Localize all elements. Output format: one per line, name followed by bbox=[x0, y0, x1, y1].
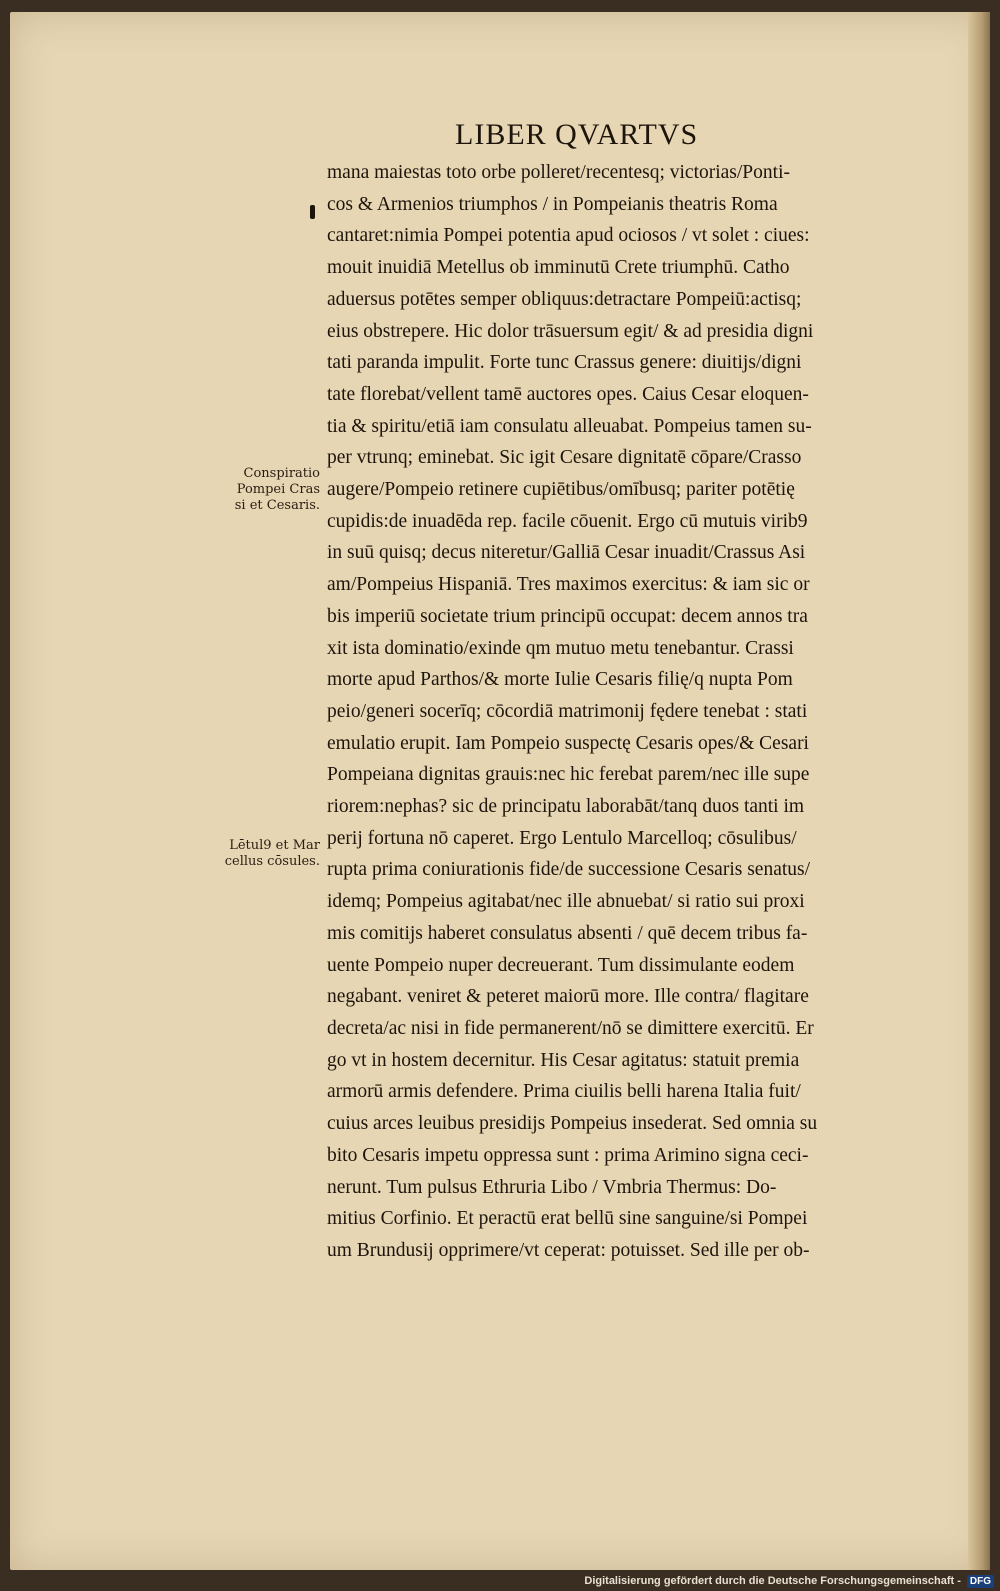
text-line: am/Pompeius Hispaniā. Tres maximos exercitus: & iam sic or bbox=[327, 574, 810, 596]
text-line: armorū armis defendere. Prima ciuilis belli harena Italia fuit/ bbox=[327, 1081, 801, 1103]
text-line: nerunt. Tum pulsus Ethruria Libo / Vmbria Thermus: Do- bbox=[327, 1176, 777, 1198]
footer-credit: Digitalisierung gefördert durch die Deutsche Forschungsgemeinschaft - bbox=[584, 1575, 961, 1587]
text-line: cantaret:nimia Pompei potentia apud ociosos / vt solet : ciues: bbox=[327, 225, 810, 247]
text-line: cuius arces leuibus presidijs Pompeius insederat. Sed omnia su bbox=[327, 1113, 818, 1135]
text-line: per vtrunq; eminebat. Sic igit Cesare dignitatē cōpare/Crasso bbox=[327, 447, 802, 469]
body-text bbox=[327, 157, 887, 1267]
text-line: perij fortuna nō caperet. Ergo Lentulo Marcelloq; cōsulibus/ bbox=[327, 827, 797, 849]
text-line: peio/generi socerīq; cōcordiā matrimonij fędere tenebat : stati bbox=[327, 700, 808, 722]
text-line: emulatio erupit. Iam Pompeio suspectę Cesaris opes/& Cesari bbox=[327, 732, 809, 754]
text-line: go vt in hostem decernitur. His Cesar agitatus: statuit premia bbox=[327, 1049, 800, 1071]
text-line: aduersus potētes semper obliquus:detractare Pompeiū:actisq; bbox=[327, 288, 802, 310]
text-line: mana maiestas toto orbe polleret/recentesq; victorias/Ponti- bbox=[327, 162, 790, 183]
text-line: augere/Pompeio retinere cupiētibus/omībusq; pariter potētię bbox=[327, 479, 795, 501]
text-line: Pompeiana dignitas grauis:nec hic ferebat parem/nec ille supe bbox=[327, 764, 810, 786]
text-line: morte apud Parthos/& morte Iulie Cesaris filię/q nupta Pom bbox=[327, 669, 793, 691]
footer-credit-bar bbox=[574, 1571, 1000, 1591]
marginal-note-line: Lētul9 et Mar bbox=[229, 838, 320, 853]
text-line: mitius Corfinio. Et peractū erat bellū sine sanguine/si Pompei bbox=[327, 1208, 808, 1230]
text-line: bito Cesaris impetu oppressa sunt : prima Arimino signa ceci- bbox=[327, 1144, 809, 1166]
text-line: uente Pompeio nuper decreuerant. Tum dissimulante eodem bbox=[327, 954, 795, 976]
text-line: rupta prima coniurationis fide/de successione Cesaris senatus/ bbox=[327, 859, 811, 881]
text-line: bis imperiū societate trium principū occupat: decem annos tra bbox=[327, 605, 808, 627]
marginal-note-line: Pompei Cras bbox=[236, 482, 320, 497]
text-line: idemq; Pompeius agitabat/nec ille abnuebat/ si ratio sui proxi bbox=[327, 891, 805, 913]
text-line: tati paranda impulit. Forte tunc Crassus genere: diuitijs/digni bbox=[327, 352, 802, 374]
running-head: LIBER QVARTVS bbox=[455, 118, 699, 151]
text-line: mouit inuidiā Metellus ob imminutū Crete triumphū. Catho bbox=[327, 257, 790, 279]
text-line: mis comitijs haberet consulatus absenti / quē decem tribus fa- bbox=[327, 922, 808, 944]
text-line: tia & spiritu/etiā iam consulatu alleuabat. Pompeius tamen su- bbox=[327, 415, 812, 437]
text-line: in suū quisq; decus niteretur/Galliā Cesar inuadit/Crassus Asi bbox=[327, 542, 806, 564]
text-line: tate florebat/vellent tamē auctores opes. Caius Cesar eloquen- bbox=[327, 383, 809, 405]
page-edge bbox=[968, 12, 990, 1570]
marginal-note bbox=[210, 838, 320, 870]
marginal-note-line: cellus cōsules. bbox=[224, 854, 320, 869]
text-line: xit ista dominatio/exinde qm mutuo metu tenebantur. Crassi bbox=[327, 637, 794, 659]
dfg-logo-icon: DFG bbox=[967, 1575, 994, 1588]
marginal-note-line: Conspiratio bbox=[243, 466, 320, 481]
text-line: um Brundusij opprimere/vt ceperat: potuisset. Sed ille per ob- bbox=[327, 1239, 810, 1261]
marginal-mark bbox=[310, 205, 315, 219]
text-line: decreta/ac nisi in fide permanerent/nō se dimittere exercitū. Er bbox=[327, 1017, 814, 1039]
marginal-note-line: si et Cesaris. bbox=[234, 498, 320, 513]
text-line: cos & Armenios triumphos / in Pompeianis theatris Roma bbox=[327, 193, 778, 215]
text-line: negabant. veniret & peteret maiorū more. Ille contra/ flagitare bbox=[327, 986, 809, 1008]
text-line: riorem:nephas? sic de principatu laborabāt/tanq duos tanti im bbox=[327, 796, 805, 818]
text-line: cupidis:de inuadēda rep. facile cōuenit. Ergo cū mutuis virib9 bbox=[327, 510, 808, 532]
marginal-note bbox=[210, 466, 320, 514]
text-line: eius obstrepere. Hic dolor trāsuersum egit/ & ad presidia digni bbox=[327, 320, 814, 342]
